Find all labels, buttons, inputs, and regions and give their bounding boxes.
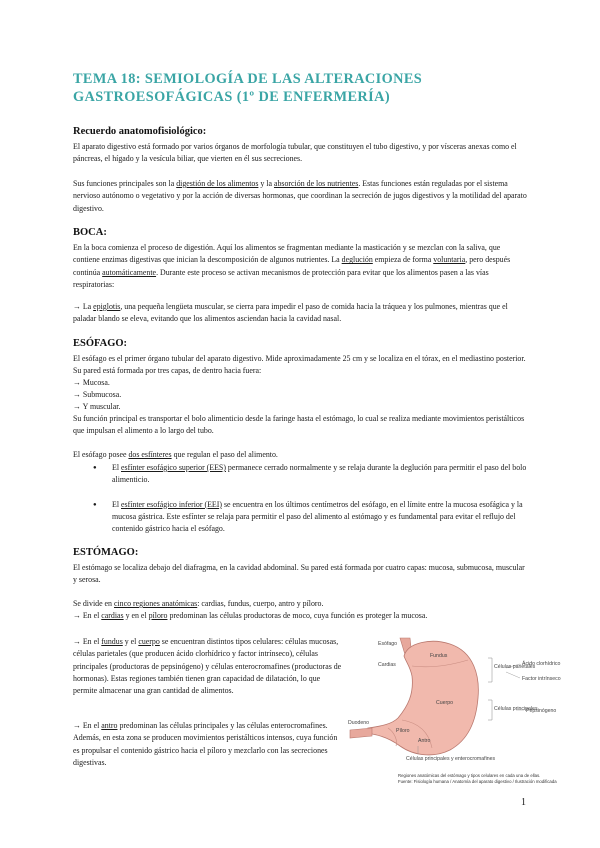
estomago-paragraph-3: → En el cardias y en el píloro predominan las células productoras de moco, cuya función es proteger la mucosa. <box>73 611 428 620</box>
stomach-illustration <box>348 636 590 786</box>
esfinteres-list <box>73 462 528 535</box>
underlined-term: absorción de los nutrientes <box>273 179 359 188</box>
boca-paragraph-2: → La epiglotis, una pequeña lengüeta muscular, se cierra para impedir el paso de comida hacia la tráquea y los pulmones, mientras que el paladar blando se eleva, evitando que los alimentos asciendan hacia la cavidad nasal. <box>73 302 508 324</box>
esofago-layer-muscular: → Y muscular. <box>73 402 121 411</box>
label-celulas-parietales: Células parietales <box>494 664 536 670</box>
stomach-diagram <box>348 636 590 786</box>
label-celulas-principales-enterocromafines: Células principales y enterocromafines <box>406 756 496 762</box>
list-item: ● El esfínter esofágico inferior (EEI) se encuentra en los últimos centímetros del esófago, en el límite entre la mucosa esofágica y la mucosa gástrica. Este esfínter se relaja para permitir el paso del alimento al estómago y es fundamental para evitar el reflujo del contenido gástrico hacia el esófago. <box>73 499 528 536</box>
esofago-heading: ESÓFAGO: <box>73 338 128 349</box>
underlined-term: digestión de los alimentos <box>176 179 259 188</box>
esofago-layer-submucosa: → Submucosa. <box>73 390 122 399</box>
label-esofago: Esófago <box>378 641 398 647</box>
estomago-paragraph-1: El estómago se localiza debajo del diafragma, en la cavidad abdominal. Su pared está formada por cuatro capas: mucosa, submucosa, muscular y serosa. <box>73 563 525 585</box>
label-pepsinogeno: Pepsinógeno <box>526 708 557 714</box>
page-number: 1 <box>521 797 526 808</box>
boca-heading: BOCA: <box>73 227 107 238</box>
label-antro: Antro <box>418 738 431 744</box>
esofago-paragraph-3: El esófago posee dos esfínteres que regulan el paso del alimento. <box>73 450 278 459</box>
label-celulas-principales: Células principales <box>494 706 538 712</box>
label-piloro: Píloro <box>396 728 410 734</box>
recuerdo-paragraph-1: El aparato digestivo está formado por varios órganos de morfología tubular, que constituyen el tubo digestivo, y por vísceras anexas como el páncreas, el hígado y la vesícula biliar, que vierten en él sus secreciones. <box>73 142 517 164</box>
label-acido-clorhidrico: Ácido clorhídrico <box>522 661 561 667</box>
esofago-paragraph-1: El esófago es el primer órgano tubular del aparato digestivo. Mide aproximadamente 25 cm y se localiza en el tórax, en el mediastino posterior. Su pared está formada por tres capas, de dentro hacia fuera: <box>73 354 526 376</box>
estomago-paragraph-4: → En el fundus y el cuerpo se encuentran distintos tipos celulares: células mucosas, células parietales (que producen ácido clorhídrico y factor intrínseco), células principales (productoras de pepsinógeno) y células enterocromafines (productoras de hormonas). Estas regiones también tienen gran capacidad de dilatación, lo que permite almacenar una gran cantidad de alimentos. <box>73 637 342 696</box>
label-fundus: Fundus <box>430 653 448 659</box>
estomago-paragraph-2: Se divide en cinco regiones anatómicas: cardias, fundus, cuerpo, antro y píloro. <box>73 599 324 608</box>
esofago-layer-mucosa: → Mucosa. <box>73 378 110 387</box>
recuerdo-paragraph-2: Sus funciones principales son la digestión de los alimentos y la absorción de los nutrientes. Estas funciones están reguladas por el sistema nervioso autónomo o vegetativo y por la acción de diversas hormonas, que coordinan la secreción de jugos digestivos y la motilidad del aparato digestivo. <box>73 179 527 213</box>
estomago-paragraph-5: → En el antro predominan las células principales y las células enterocromafines. Además, en esta zona se producen movimientos peristálticos intensos, cuya función es propulsar el contenido gástrico hacia el píloro y mezclarlo con las secreciones digestivas. <box>73 721 338 767</box>
label-cuerpo: Cuerpo <box>436 700 454 706</box>
label-cardias: Cardias <box>378 662 396 668</box>
figure-credit: Regiones anatómicas del estómago y tipos celulares en cada una de ellas. Fuente: Fisiología humana / Anatomía del aparato digestivo / Ilustración modificada <box>398 773 557 784</box>
list-item: ● El esfínter esofágico superior (EES) permanece cerrado normalmente y se relaja durante la deglución para permitir el paso del bolo alimenticio. <box>73 462 528 487</box>
estomago-heading: ESTÓMAGO: <box>73 547 139 558</box>
esofago-paragraph-2: Su función principal es transportar el bolo alimenticio desde la faringe hasta el estómago, lo cual se realiza mediante movimientos peristálticos que impulsan el alimento a lo largo del tubo. <box>73 414 525 436</box>
recuerdo-heading: Recuerdo anatomofisiológico: <box>73 126 207 137</box>
label-factor-intrinseco: Factor intrínseco <box>522 676 561 682</box>
document-title: TEMA 18: SEMIOLOGÍA DE LAS ALTERACIONES GASTROESOFÁGICAS (1º DE ENFERMERÍA) <box>73 71 423 105</box>
label-duodeno: Duodeno <box>348 720 370 726</box>
boca-paragraph-1: En la boca comienza el proceso de digestión. Aquí los alimentos se fragmentan mediante la masticación y se mezclan con la saliva, que contiene enzimas digestivas que inician la descomposición de algunos nutrientes. La deglución empieza de forma voluntaria, pero después continúa automáticamente. Durante este proceso se activan mecanismos de protección para evitar que los alimentos pasen a las vías respiratorias: <box>73 243 511 289</box>
